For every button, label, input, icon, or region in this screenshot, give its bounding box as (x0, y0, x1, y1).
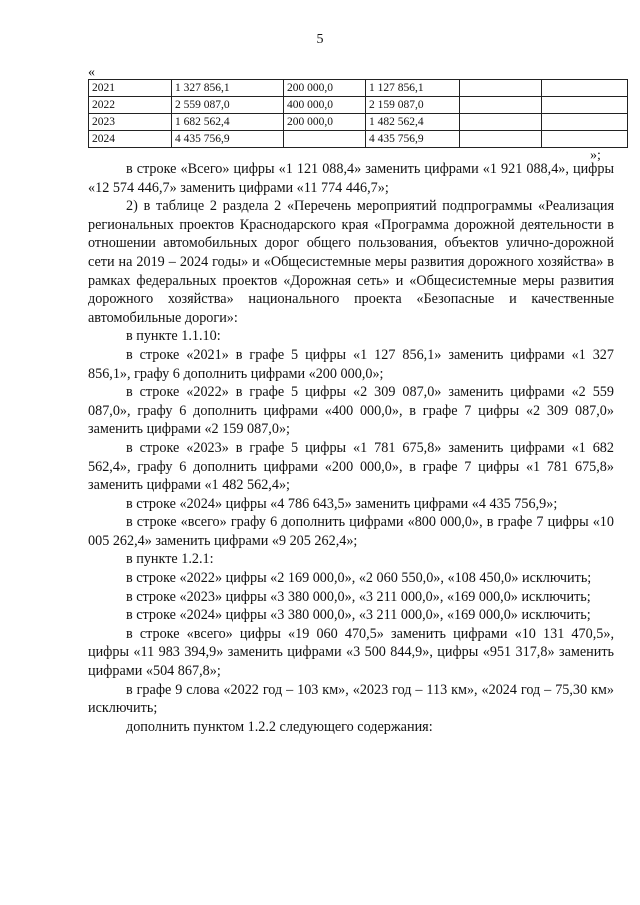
table-cell: 2022 (89, 97, 172, 114)
table-row (89, 97, 628, 114)
table-row (89, 131, 628, 148)
table-cell: 1 327 856,1 (172, 80, 284, 97)
opening-quote: « (88, 65, 95, 80)
table-cell: 1 482 562,4 (366, 114, 460, 131)
table-cell: 2 159 087,0 (366, 97, 460, 114)
table-cell (460, 131, 542, 148)
table-cell (284, 131, 366, 148)
table-cell (542, 80, 628, 97)
paragraph: 2) в таблице 2 раздела 2 «Перечень мероприятий подпрограммы «Реализация региональных проектов Краснодарского края «Программа дорожной деятельности в отношении автомобильных дорог общего пользования, объектов улично-дорожной сети на 2019 – 2024 годы» и «Общесистемные меры развития дорожного хозяйства» в рамках федеральных проектов «Дорожная сеть» и «Общесистемные меры развития дорожного хозяйства» национального проекта «Безопасные и качественные автомобильные дороги»: (88, 198, 614, 326)
paragraph: в строке «2023» в графе 5 цифры «1 781 675,8» заменить цифрами «1 682 562,4», графу 6 дополнить цифрами «200 000,0», в графе 7 цифры «1 781 675,8» заменить цифрами «1 482 562,4»; (88, 439, 614, 494)
paragraph: в пункте 1.1.10: (126, 328, 221, 345)
table-cell: 2024 (89, 131, 172, 148)
table-cell (542, 97, 628, 114)
paragraph: в строке «Всего» цифры «1 121 088,4» заменить цифрами «1 921 088,4», цифры «12 574 446,7» заменить цифрами «11 774 446,7»; (88, 161, 614, 196)
paragraph: в строке «всего» цифры «19 060 470,5» заменить цифрами «10 131 470,5», цифры «11 983 394,9» заменить цифрами «3 500 844,9», цифры «951 317,8» заменить цифрами «504 867,8»; (88, 625, 614, 680)
paragraph: в строке «2022» цифры «2 169 000,0», «2 060 550,0», «108 450,0» исключить; (126, 570, 592, 587)
amendment-text (88, 160, 614, 736)
table-cell: 2021 (89, 80, 172, 97)
page-number: 5 (316, 32, 324, 47)
table-cell (542, 131, 628, 148)
table-cell (460, 114, 542, 131)
paragraph: в строке «2024» цифры «3 380 000,0», «3 211 000,0», «169 000,0» исключить; (126, 607, 591, 624)
closing-quote: »; (590, 148, 601, 163)
table-cell: 1 682 562,4 (172, 114, 284, 131)
table-cell: 4 435 756,9 (366, 131, 460, 148)
table-cell: 2023 (89, 114, 172, 131)
paragraph: в строке «2021» в графе 5 цифры «1 127 856,1» заменить цифрами «1 327 856,1», графу 6 дополнить цифрами «200 000,0»; (88, 346, 614, 382)
table-cell: 200 000,0 (284, 80, 366, 97)
paragraph: в строке «2024» цифры «4 786 643,5» заменить цифрами «4 435 756,9»; (126, 495, 558, 512)
paragraph: в пункте 1.2.1: (126, 551, 214, 568)
paragraph: в строке «всего» графу 6 дополнить цифрами «800 000,0», в графе 7 цифры «10 005 262,4» заменить цифрами «9 205 262,4»; (88, 514, 614, 549)
paragraph: в графе 9 слова «2022 год – 103 км», «2023 год – 113 км», «2024 год – 75,30 км» исключить; (88, 681, 614, 717)
table-row (89, 114, 628, 131)
table-cell (542, 114, 628, 131)
table-cell: 2 559 087,0 (172, 97, 284, 114)
paragraph: в строке «2023» цифры «3 380 000,0», «3 211 000,0», «169 000,0» исключить; (126, 588, 591, 605)
table-cell (460, 97, 542, 114)
table-cell: 200 000,0 (284, 114, 366, 131)
paragraph: в строке «2022» в графе 5 цифры «2 309 087,0» заменить цифрами «2 559 087,0», графу 6 дополнить цифрами «400 000,0», в графе 7 цифры «2 309 087,0» заменить цифрами «2 159 087,0»; (88, 384, 614, 438)
table-cell: 4 435 756,9 (172, 131, 284, 148)
table-cell: 1 127 856,1 (366, 80, 460, 97)
funding-table (88, 79, 628, 148)
table-cell: 400 000,0 (284, 97, 366, 114)
table-row (89, 80, 628, 97)
table-cell (460, 80, 542, 97)
paragraph: дополнить пунктом 1.2.2 следующего содержания: (126, 718, 433, 735)
